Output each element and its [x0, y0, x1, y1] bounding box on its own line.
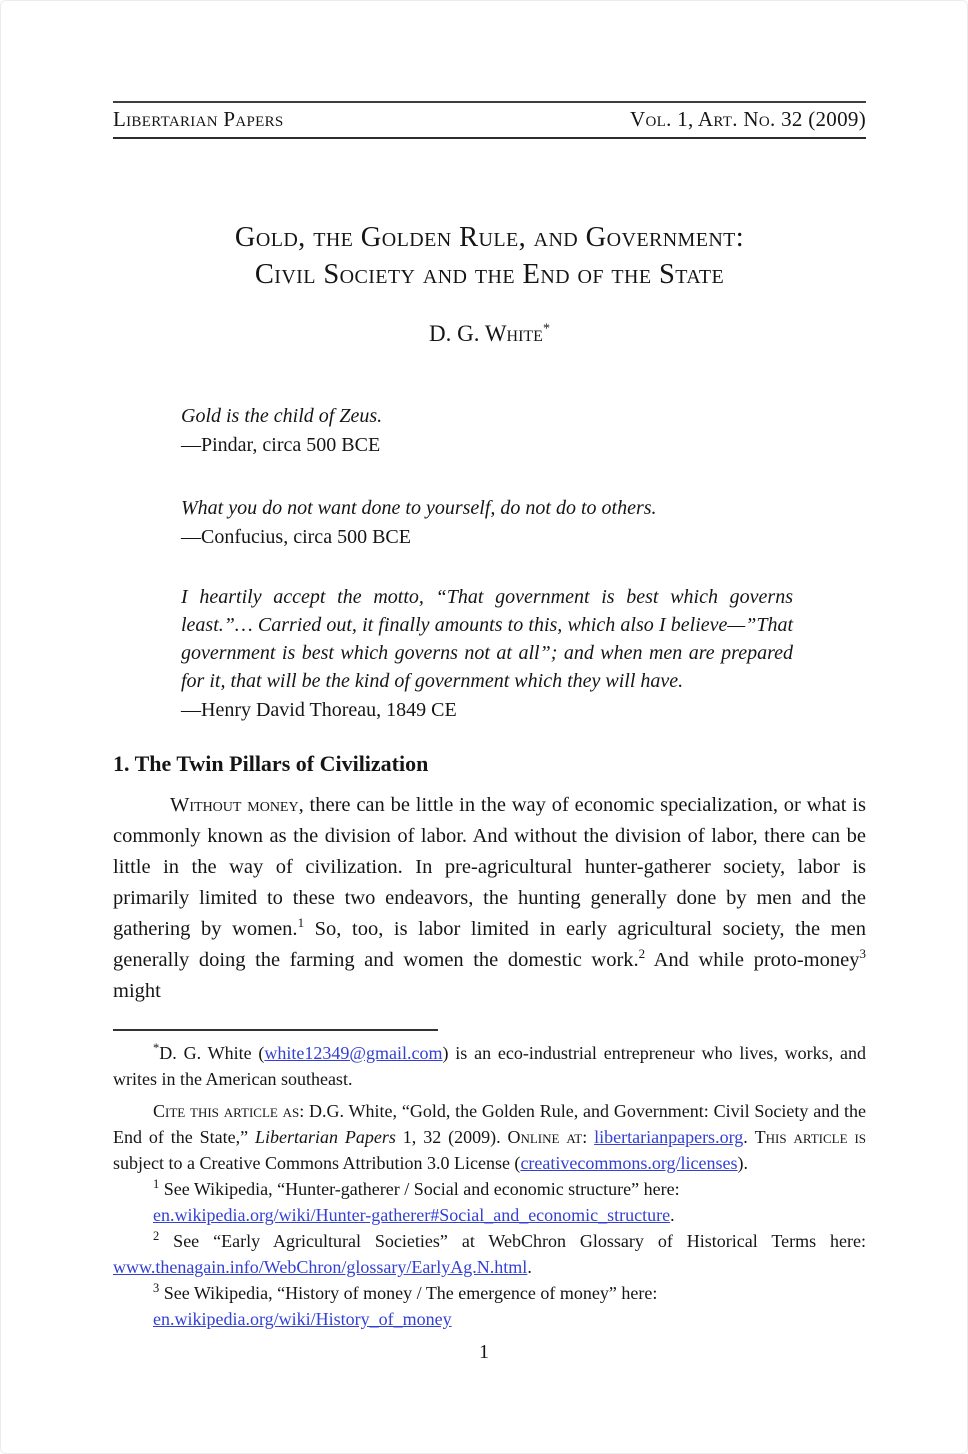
epigraph-attribution: —Confucius, circa 500 BCE	[181, 526, 411, 548]
paragraph-text: So, too, is labor limited in early agricultural society, the men generally doing the farming and women the domestic work.	[113, 918, 866, 971]
cite-text: :	[582, 1127, 595, 1147]
footnote-ref-3: 3	[859, 946, 866, 962]
footnote-2-line1	[113, 1228, 866, 1254]
epigraph-quote: What you do not want done to yourself, do not do to others.	[181, 497, 657, 519]
wikipedia-hunter-gatherer-link[interactable]: en.wikipedia.org/wiki/Hunter-gatherer#Social_and_economic_structure	[153, 1205, 671, 1225]
epigraph-pindar	[181, 403, 793, 459]
cite-text: .	[743, 1127, 755, 1147]
issue-info: Vol. 1, Art. No. 32 (2009)	[630, 107, 866, 131]
footnote-text: ) is an eco-industrial entrepreneur who lives, works, and writes in the American southeast.	[113, 1043, 866, 1089]
footnote-area	[113, 1029, 866, 1329]
cite-text: subject to a Creative Commons Attribution 3.0 License (	[113, 1153, 521, 1173]
cite-smallcaps-3: This article is	[754, 1127, 866, 1147]
footnote-text: See “Early Agricultural Societies” at WebChron Glossary of Historical Terms here:	[159, 1231, 866, 1251]
epigraph-thoreau	[181, 583, 793, 724]
footnote-mark-1: 1	[153, 1177, 160, 1191]
epigraph-attribution: —Henry David Thoreau, 1849 CE	[181, 699, 457, 721]
article-title-line2: Civil Society and the End of the State	[254, 259, 725, 290]
author-footnote	[113, 1040, 866, 1092]
footnote-3-clipped-line	[113, 1306, 866, 1329]
footnote-mark-3: 3	[153, 1281, 160, 1295]
paragraph-lead-smallcaps: Without money	[170, 794, 299, 816]
footnote-2-line2	[113, 1254, 866, 1280]
webchron-link[interactable]: www.thenagain.info/WebChron/glossary/EarlyAg.N.html	[113, 1257, 528, 1277]
article-title	[113, 219, 866, 293]
epigraph-quote: I heartily accept the motto, “That government is best which governs least.”… Carried out, it finally amounts to this, which also I believe—”That government is best which governs not at all”; and when men are prepared for it, that will be the kind of government which they will have.	[181, 586, 793, 692]
journal-name: Libertarian Papers	[113, 107, 284, 131]
footnote-text: D. G. White (	[159, 1043, 265, 1063]
epigraph-quote: Gold is the child of Zeus.	[181, 405, 383, 427]
footnote-text: .	[527, 1257, 532, 1277]
footnote-1	[113, 1176, 866, 1228]
author-footnote-mark: *	[542, 321, 550, 337]
citation-note	[113, 1098, 866, 1176]
page-number: 1	[479, 1341, 489, 1363]
footnote-ref-2: 2	[638, 946, 646, 962]
article-title-line1: Gold, the Golden Rule, and Government:	[234, 222, 745, 253]
footnote-mark-2: 2	[153, 1229, 160, 1243]
body-paragraph	[113, 790, 866, 1007]
footnote-1-line2	[113, 1202, 866, 1228]
cite-text: 1, 32 (2009).	[395, 1127, 508, 1147]
footnote-separator-rule	[113, 1029, 438, 1031]
footnote-ref-1: 1	[297, 915, 305, 931]
footnote-text: See Wikipedia, “Hunter-gatherer / Social and economic structure” here:	[159, 1179, 680, 1199]
cite-smallcaps-1: Cite this article as	[153, 1101, 300, 1121]
footnote-2	[113, 1228, 866, 1280]
paragraph-text: might	[113, 980, 161, 1002]
footnote-text: .	[670, 1205, 675, 1225]
epigraph-confucius	[181, 495, 793, 551]
footnote-3	[113, 1280, 866, 1329]
cite-journal-italic: Libertarian Papers	[255, 1127, 396, 1147]
footnote-text: See Wikipedia, “History of money / The emergence of money” here:	[159, 1283, 658, 1303]
journal-site-link[interactable]: libertarianpapers.org	[594, 1127, 744, 1147]
email-link[interactable]: white12349@gmail.com	[264, 1043, 443, 1063]
author-name: D. G. White	[429, 321, 543, 346]
section-heading: 1. The Twin Pillars of Civilization	[113, 751, 429, 776]
paragraph-text: And while proto-money	[645, 949, 860, 971]
wikipedia-history-of-money-link[interactable]: en.wikipedia.org/wiki/History_of_money	[153, 1309, 452, 1329]
footnote-1-line1	[113, 1176, 866, 1202]
cite-text: : D.G. White, “Gold, the Golden Rule, and Government: Civil Society and the End of the State,”	[113, 1101, 866, 1147]
epigraph-attribution: —Pindar, circa 500 BCE	[181, 434, 381, 456]
paragraph-text: , there can be little in the way of economic specialization, or what is commonly known as the division of labor. And without the division of labor, there can be little in the way of civilization. In pre-agricultural hunter-gatherer society, labor is primarily limited to these two endeavors, the hunting generally done by men and the gathering by women.	[113, 794, 866, 940]
footnote-mark-star: *	[153, 1041, 160, 1055]
cite-smallcaps-2: Online at	[507, 1127, 583, 1147]
cite-text: ).	[737, 1153, 749, 1173]
article-author	[113, 321, 866, 347]
running-header	[113, 101, 866, 139]
footnote-3-line1	[113, 1280, 866, 1306]
creative-commons-link[interactable]: creativecommons.org/licenses	[520, 1153, 738, 1173]
